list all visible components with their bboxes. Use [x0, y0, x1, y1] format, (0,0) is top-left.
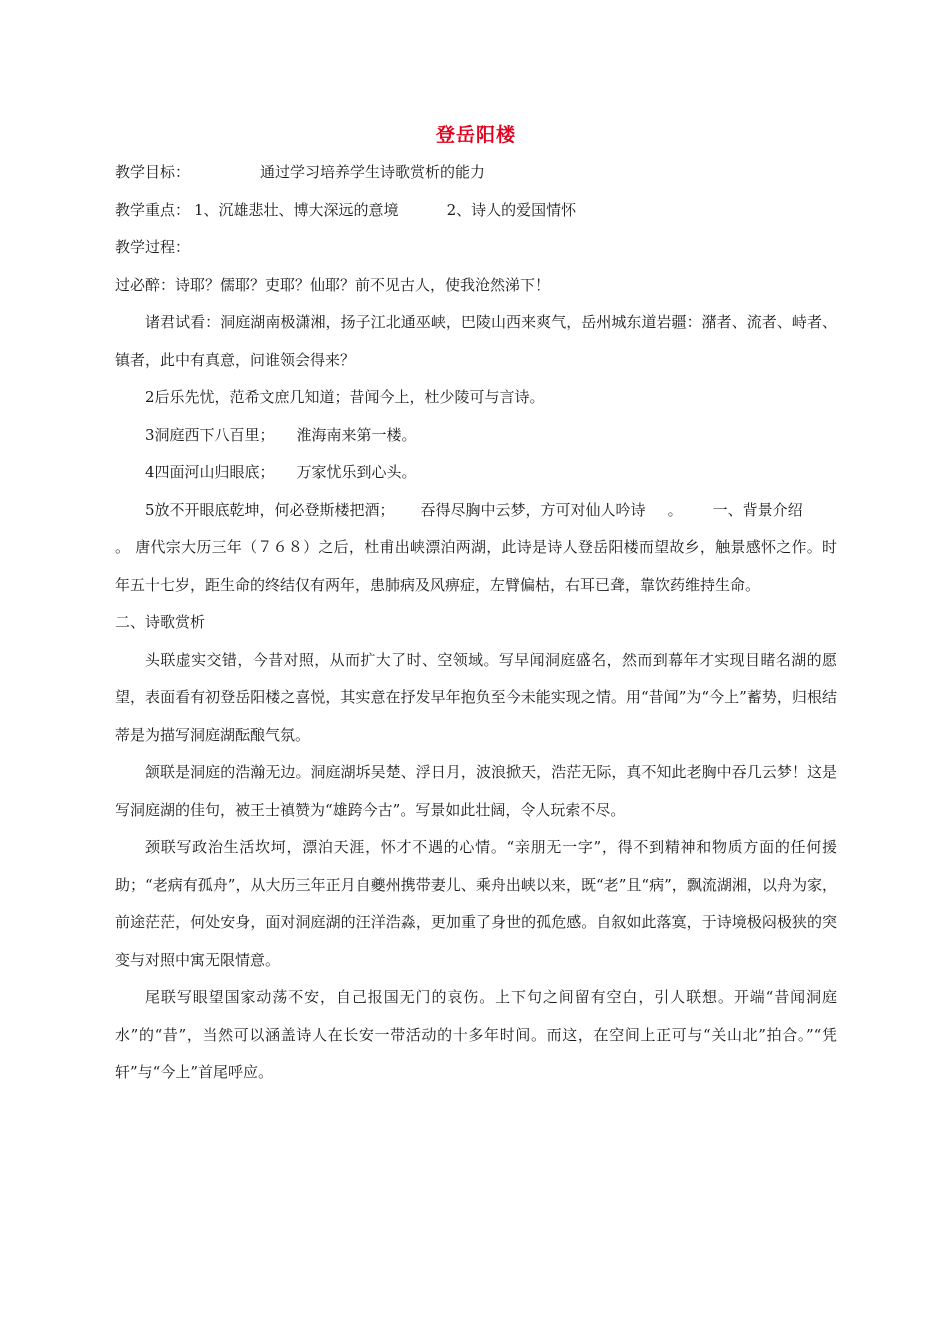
couplet-5-period: 。 — [667, 500, 683, 519]
focus-item-1: 1、沉雄悲壮、博大深远的意境 — [194, 200, 399, 219]
couplet-5 — [115, 492, 837, 530]
teaching-focus — [115, 192, 837, 230]
couplet-4 — [115, 454, 837, 492]
analysis-paragraph-4: 尾联写眼望国家动荡不安，自己报国无门的哀伤。上下句之间留有空白，引人联想。开端“昔闻洞庭水”的“昔”，当然可以涵盖诗人在长安一带活动的十多年时间。而这，在空间上正可与“关山北”拍合。”“凭轩”与“今上”首尾呼应。 — [115, 988, 837, 1081]
section-1-heading: 一、背景介绍 — [712, 500, 803, 519]
couplet-5-first: 5放不开眼底乾坤，何必登斯楼把酒； — [145, 500, 395, 519]
couplet-5-second: 吞得尽胸中云梦，方可对仙人吟诗 — [420, 500, 646, 519]
couplet-3 — [115, 417, 837, 455]
couplet-3-second: 淮海南来第一楼。 — [296, 425, 417, 444]
couplet-3-first: 3洞庭西下八百里； — [145, 425, 275, 444]
couplet-1: 诸君试看：洞庭湖南极潇湘，扬子江北通巫峡，巴陵山西来爽气，岳州城东道岩疆：潴者、流者、峙者、镇者，此中有真意，问谁领会得来？ — [115, 313, 837, 369]
teaching-objective — [115, 154, 837, 192]
objective-label: 教学目标： — [115, 163, 191, 181]
focus-item-2: 2、诗人的爱国情怀 — [446, 200, 577, 219]
couplet-2: 2后乐先忧，范希文庶几知道；昔闻今上，杜少陵可与言诗。 — [145, 388, 545, 406]
background-paragraph: 。 唐代宗大历三年（７６８）之后，杜甫出峡漂泊两湖，此诗是诗人登岳阳楼而望故乡，触景感怀之作。时年五十七岁，距生命的终结仅有两年，患肺病及风痹症，左臂偏枯，右耳已聋，靠饮药维持生命。 — [115, 538, 837, 594]
section-2-heading: 二、诗歌赏析 — [115, 613, 206, 631]
document-page — [115, 120, 837, 1092]
analysis-paragraph-3: 颈联写政治生活坎坷，漂泊天涯，怀才不遇的心情。“亲朋无一字”，得不到精神和物质方面的任何援助；“老病有孤舟”，从大历三年正月自夔州携带妻儿、乘舟出峡以来，既“老”且“病”，飘流湖湘，以舟为家，前途茫茫，何处安身，面对洞庭湖的汪洋浩淼，更加重了身世的孤危感。自叙如此落寞，于诗境极闷极狭的突变与对照中寓无限情意。 — [115, 838, 837, 969]
process-label: 教学过程： — [115, 238, 191, 256]
analysis-paragraph-2: 颔联是洞庭的浩瀚无边。洞庭湖坼吴楚、浮日月，波浪掀天，浩茫无际，真不知此老胸中吞几云梦！这是写洞庭湖的佳句，被王士禛赞为“雄跨今古”。写景如此壮阔，令人玩索不尽。 — [115, 763, 837, 819]
couplet-4-first: 4四面河山归眼底； — [145, 463, 275, 481]
intro-line: 过必醉：诗耶？儒耶？吏耶？仙耶？前不见古人，使我沧然涕下！ — [115, 275, 551, 294]
focus-label: 教学重点： — [115, 200, 191, 219]
objective-text: 通过学习培养学生诗歌赏析的能力 — [260, 163, 486, 181]
document-title: 登岳阳楼 — [435, 124, 516, 146]
couplet-4-second: 万家忧乐到心头。 — [296, 463, 417, 481]
analysis-paragraph-1: 头联虚实交错，今昔对照，从而扩大了时、空领域。写早闻洞庭盛名，然而到幕年才实现目睹名湖的愿望，表面看有初登岳阳楼之喜悦，其实意在抒发早年抱负至今未能实现之情。用“昔闻”为“今上”蓄势，归根结蒂是为描写洞庭湖酝酿气氛。 — [115, 650, 837, 744]
